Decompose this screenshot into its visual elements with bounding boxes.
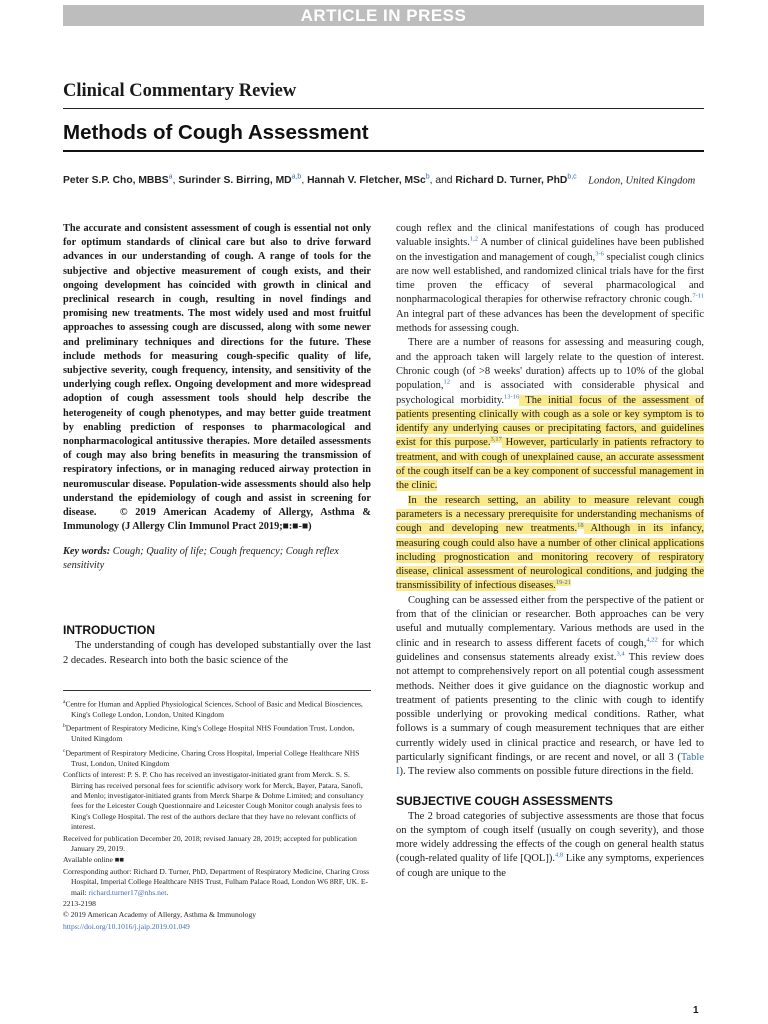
table-link[interactable]: Table I [396, 751, 704, 778]
author: Richard D. Turner, PhD$^{b,c}$ [455, 174, 577, 187]
corresponding-author: Corresponding author: Richard D. Turner, PhD, Department of Respiratory Medicine, Charing Cross Hospital, Imperial College Healthcare NHS Trust, Fulham Palace Road, London W6 8RF, UK. E-mail: richard.turner17@nhs.net. [63, 866, 370, 897]
footnote-rule [63, 690, 371, 691]
author-list [63, 168, 704, 190]
citation-link[interactable]: 7-11 [692, 292, 704, 300]
author-affiliation-link[interactable]: b,c [567, 174, 577, 181]
introduction-text: The understanding of cough has developed substantially over the last 2 decades. Research into both the basic science of the [63, 640, 371, 666]
introduction-heading: INTRODUCTION [63, 623, 155, 638]
author: Hannah V. Fletcher, MSc$^b$, and [307, 174, 456, 187]
footnotes [63, 697, 371, 932]
paragraph: There are a number of reasons for assessing and measuring cough, and the approach taken will largely relate to the question of interest. Chronic cough (of >8 weeks' duration) affects up to 10% of the global population,$^{12}$ and is associated with considerable physical and psychological morbidity.$^{13-16}$ The initial focus of the assessment of patients presenting clinically with cough as a sole or key symptom is to identify any underlying causes or precipitating factors, and guidelines exist for this purpose.$^{3,17}$ However, particularly in patients refractory to treatment, and with cough of unexplained cause, an accurate assessment of the cough itself can be a key component of successful management in the clinic. [396, 337, 704, 492]
affiliation-footnote: $^b$Department of Respiratory Medicine, King's College Hospital NHS Foundation Trust, London, United Kingdom [63, 723, 355, 744]
author-affiliation-link[interactable]: a [168, 174, 173, 181]
citation-link[interactable]: 3-6 [595, 250, 604, 258]
email-link[interactable]: richard.turner17@nhs.net [88, 887, 167, 897]
author: Surinder S. Birring, MD$^{a,b}$, [178, 174, 308, 187]
citation-link[interactable]: 13-16 [504, 393, 520, 401]
article-title: Methods of Cough Assessment [63, 121, 369, 144]
copyright-footnote: © 2019 American Academy of Allergy, Asthma & Immunology [63, 910, 257, 920]
title-rule [63, 150, 704, 152]
page-number: 1 [693, 1005, 699, 1016]
citation-link[interactable]: 12 [443, 378, 451, 386]
right-column [396, 222, 704, 881]
author-affiliation-link[interactable]: b [425, 174, 430, 181]
issn: 2213-2198 [63, 898, 96, 908]
paragraph [396, 494, 704, 594]
highlighted-text: The initial focus of the assessment of patients presenting clinically with cough as a sole or key symptom is to identify any underlying causes or precipitating factors, and guidelines exist for this purpose. [396, 394, 704, 449]
abstract-copyright: © 2019 American Academy of Allergy, Asthma & Immunology (J Allergy Clin Immunol Pract 2019;■:■-■) [63, 507, 371, 533]
author: Peter S.P. Cho, MBBS$^a$, [63, 174, 179, 187]
keywords [63, 545, 371, 573]
doi-link[interactable]: https://doi.org/10.1016/j.jaip.2019.01.049 [63, 921, 190, 931]
affiliation-footnote: $^a$Centre for Human and Applied Physiological Sciences, School of Basic and Medical Biosciences, King's College London, London, United Kingdom [63, 699, 363, 719]
author-location: London, United Kingdom [588, 175, 696, 187]
section-kicker: Clinical Commentary Review [63, 81, 297, 101]
article-in-press-banner: ARTICLE IN PRESS [63, 5, 704, 26]
citation-link[interactable]: 4,8 [554, 851, 564, 859]
available-online: Available online ■■ [63, 855, 124, 865]
affiliation-footnote: $^c$Department of Respiratory Medicine, Charing Cross Hospital, Imperial College Healthcare NHS Trust, London, United Kingdom [63, 747, 360, 768]
keywords-list: Cough; Quality of life; Cough frequency; Cough reflex sensitivity [63, 546, 339, 572]
left-column [63, 222, 371, 933]
citation-link[interactable]: 18 [577, 521, 584, 529]
keywords-label: Key words: [63, 546, 111, 558]
paragraph: cough reflex and the clinical manifestations of cough has produced valuable insights.$^{1,2}$ A number of clinical guidelines have been published on the investigation and management of cough,$^{3-6}$ specialist cough clinics are now well established, and randomized clinical trials have for the first time proven the efficacy of several pharmacological and nonpharmacological therapies for otherwise refractory chronic cough.$^{7-11}$ An integral part of these advances has been the development of specific methods for assessing cough. [396, 223, 704, 335]
citation-link[interactable]: 19-21 [555, 578, 571, 586]
abstract: The accurate and consistent assessment of cough is essential not only for optimum standards of clinical care but also to drive forward advances in our understanding of cough. A range of tools for the subjective and objective measurement of cough exists, and their ongoing development has coincided with growth in clinical and preclinical research in cough, resulting in novel findings and promising new treatments. The most widely used and most fruitful approaches to assessing cough are discussed, along with some newer and preliminary techniques and directions for the future. These include methods for measuring cough-specific quality of life, subjective severity, cough frequency, intensity, and sensitivity of the underlying cough reflex. Ongoing development and more widespread adoption of cough assessment tools should help describe the heterogeneity of cough phenotypes, and may better guide treatment by enabling prediction of responses to pharmacological and nonpharmacological antitussive therapies. More detailed assessments of cough may also bring benefits in measuring the transmission of respiratory infections, or in managing reduced airway protection in neuromuscular disease. Population-wide assessments should also help understand the epidemiology of cough and assist in screening for disease. © 2019 American Academy of Allergy, Asthma & Immunology (J Allergy Clin Immunol Pract 2019;■:■-■) [63, 223, 371, 533]
highlighted-text: However, particularly in patients refractory to treatment, and with cough of unexplained cause, an accurate assessment of the cough itself can be a key component of successful management in the clinic. [396, 437, 704, 492]
paragraph: Coughing can be assessed either from the perspective of the patient or from that of the clinician or researcher. Both approaches can be very useful and mutually complementary. Various methods are used in the clinic and in research to assess different facets of cough,$^{4,22}$ for which guidelines and consensus statements already exist.$^{3,4}$ This review does not attempt to comprehensively report on all potential cough assessment methods. Neither does it give guidance on the diagnostic workup and treatment of patients presenting to the clinic with cough to identify possible underlying or provoking medical conditions. Rather, what follows is a summary of cough measurement techniques that are either currently widely used in clinical practice and research, or have led to particularly significant findings, or are recent and novel, or all 3 (Table I). The review also comments on possible future directions in the field. [396, 594, 704, 778]
citation-link[interactable]: 4,22 [646, 636, 658, 644]
citation-link[interactable]: 1,2 [469, 235, 479, 243]
header-rule [63, 108, 704, 109]
received-footnote: Received for publication December 20, 2018; revised January 28, 2019; accepted for publication January 29, 2019. [63, 833, 357, 853]
highlighted-text: Although in its infancy, measuring cough could also have a number of other clinical applications including prognostication and monitoring recovery of respiratory disease, clinical assessment of neurological conditions, and judging the transmissibility of infectious diseases. [396, 523, 704, 592]
highlighted-text: In the research setting, an ability to measure relevant cough parameters is a necessary prerequisite for understanding mechanisms of cough and developing new treatments. [396, 494, 704, 535]
conflicts-footnote: Conflicts of interest: P. S. P. Cho has received an investigator-initiated grant from Merck. S. S. Birring has received personal fees for scientific advisory work for Merck, Bayer, Patara, Sanofi, and Menlo; investigator-initiated grants from Merck Sharpe & Dohme Limited; and consultancy fees for the Leicester Cough Questionnaire and Leicester Cough Monitor cough analysis fees to King's College Hospital. The rest of the authors declare that they have no relevant conflicts of interest. [63, 770, 364, 832]
citation-link[interactable]: 3,4 [616, 650, 625, 658]
paragraph: The 2 broad categories of subjective assessments are those that focus on the symptom of cough itself (usually on cough severity), and those more widely addressing the effects of the cough on general health status (cough-related quality of life [QOL]).$^{4,8}$ Like any symptoms, experiences of cough are unique to the [396, 810, 704, 879]
subjective-heading: SUBJECTIVE COUGH ASSESSMENTS [396, 793, 613, 808]
citation-link[interactable]: 3,17 [490, 435, 502, 443]
author-affiliation-link[interactable]: a,b [291, 174, 302, 181]
